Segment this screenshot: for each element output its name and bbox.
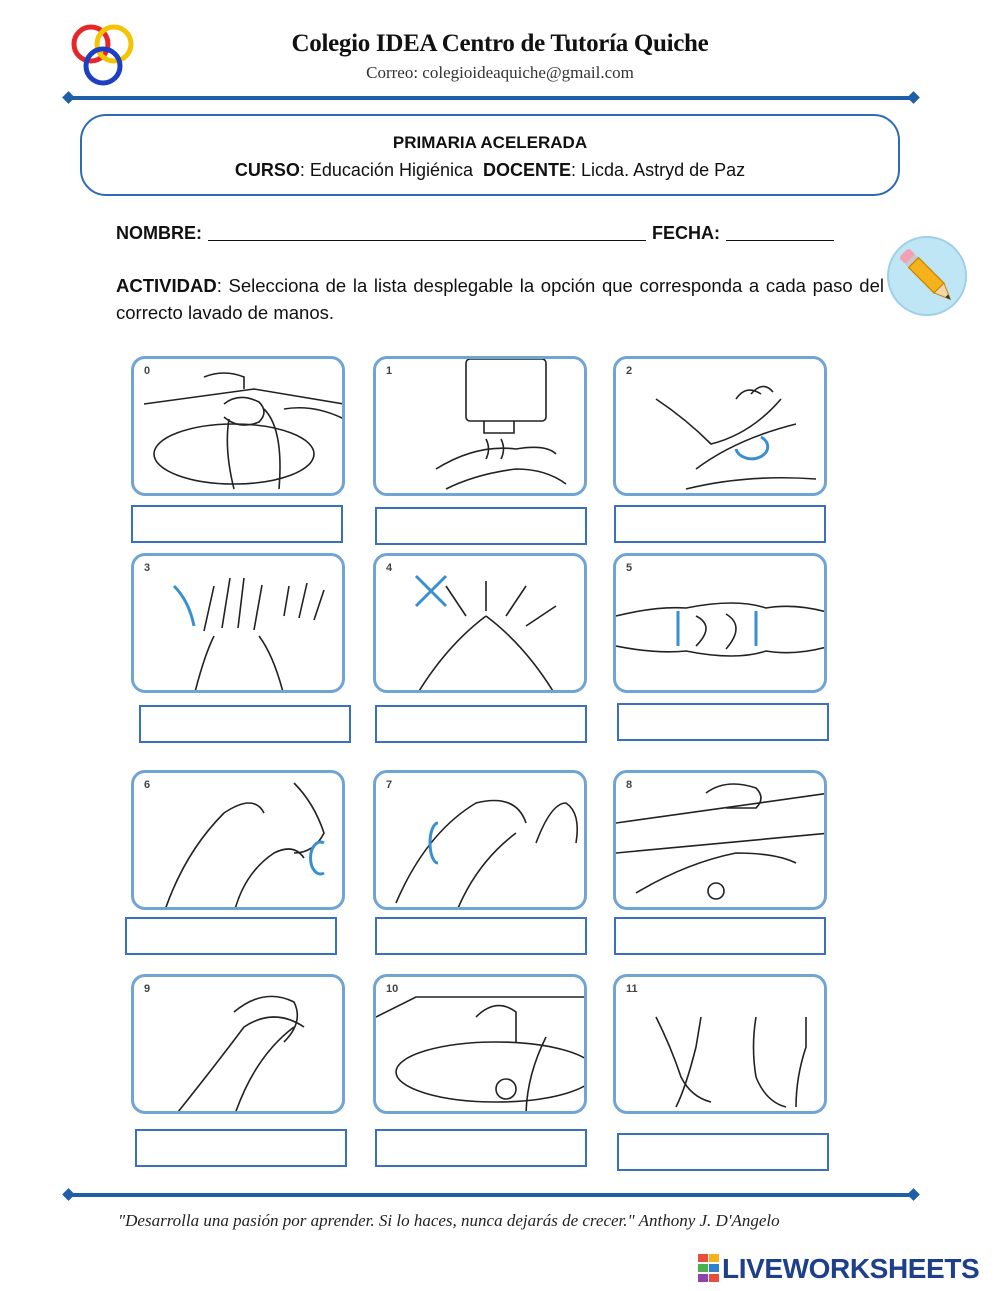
step-card-7 <box>373 770 587 910</box>
name-date-row <box>116 222 876 244</box>
bottom-divider <box>68 1193 914 1197</box>
step-number: 8 <box>626 779 633 791</box>
step-answer-6[interactable] <box>125 917 337 955</box>
name-blank[interactable] <box>208 222 646 241</box>
step-card-0 <box>131 356 345 496</box>
step-answer-0[interactable] <box>131 505 343 543</box>
name-label: NOMBRE: <box>116 223 202 243</box>
step-number: 9 <box>144 983 151 995</box>
rinse-hands-illustration <box>616 773 827 910</box>
fingertips-rub-illustration <box>376 773 587 910</box>
step-number: 5 <box>626 562 633 574</box>
pencil-icon <box>886 235 968 317</box>
step-card-1 <box>373 356 587 496</box>
course-teacher-line <box>80 160 900 181</box>
step-answer-10[interactable] <box>375 1129 587 1167</box>
step-number: 10 <box>386 983 399 995</box>
step-card-2 <box>613 356 827 496</box>
step-card-9 <box>131 974 345 1114</box>
interlocked-fingers-illustration <box>616 556 827 693</box>
program-title: PRIMARIA ACELERADA <box>392 133 588 152</box>
date-blank[interactable] <box>726 222 834 241</box>
interlaced-fingers-illustration <box>376 556 587 693</box>
liveworksheets-logo-icon <box>698 1252 720 1286</box>
top-divider <box>68 96 914 100</box>
school-name: Colegio IDEA Centro de Tutoría Quiche <box>291 30 709 57</box>
step-number: 7 <box>386 779 393 791</box>
step-card-3 <box>131 553 345 693</box>
back-of-hands-illustration <box>134 556 345 693</box>
step-answer-11[interactable] <box>617 1133 829 1171</box>
step-number: 11 <box>626 983 638 995</box>
step-answer-4[interactable] <box>375 705 587 743</box>
teacher-label: DOCENTE <box>483 160 572 180</box>
step-number: 4 <box>386 562 393 574</box>
dry-hands-illustration <box>134 977 345 1114</box>
step-answer-1[interactable] <box>375 507 587 545</box>
step-number: 0 <box>144 365 151 377</box>
step-card-8 <box>613 770 827 910</box>
step-answer-8[interactable] <box>614 917 826 955</box>
palm-rub-illustration <box>616 359 827 496</box>
footer-quote: "Desarrolla una pasión por aprender. Si lo haces, nunca dejarás de crecer." Anthony J. D'Angelo <box>118 1211 780 1230</box>
teacher-value: : Licda. Astryd de Paz <box>571 160 746 180</box>
step-card-11 <box>613 974 827 1114</box>
step-number: 3 <box>144 562 151 574</box>
date-label: FECHA: <box>652 223 720 243</box>
soap-dispenser-illustration <box>376 359 587 496</box>
liveworksheets-brand[interactable]: LIVEWORKSHEETS <box>722 1253 980 1284</box>
step-card-4 <box>373 553 587 693</box>
course-label: CURSO <box>234 160 300 180</box>
step-number: 2 <box>626 365 633 377</box>
step-answer-2[interactable] <box>614 505 826 543</box>
step-answer-5[interactable] <box>617 703 829 741</box>
step-number: 6 <box>144 779 151 791</box>
course-value: : Educación Higiénica <box>299 160 473 180</box>
step-answer-9[interactable] <box>135 1129 347 1167</box>
step-answer-7[interactable] <box>375 917 587 955</box>
wet-hands-illustration <box>134 359 345 496</box>
thumb-rub-illustration <box>134 773 345 910</box>
close-tap-illustration <box>376 977 587 1114</box>
step-number: 1 <box>386 365 393 377</box>
step-answer-3[interactable] <box>139 705 351 743</box>
activity-instructions <box>116 272 884 326</box>
step-card-10 <box>373 974 587 1114</box>
clean-hands-illustration <box>616 977 827 1114</box>
step-card-6 <box>131 770 345 910</box>
activity-label: ACTIVIDAD <box>116 275 217 296</box>
school-email: Correo: colegioideaquiche@gmail.com <box>366 63 634 82</box>
step-card-5 <box>613 553 827 693</box>
info-box <box>80 114 900 196</box>
activity-text: : Selecciona de la lista desplegable la opción que corresponda a cada paso del correcto lavado de manos. <box>116 275 884 323</box>
